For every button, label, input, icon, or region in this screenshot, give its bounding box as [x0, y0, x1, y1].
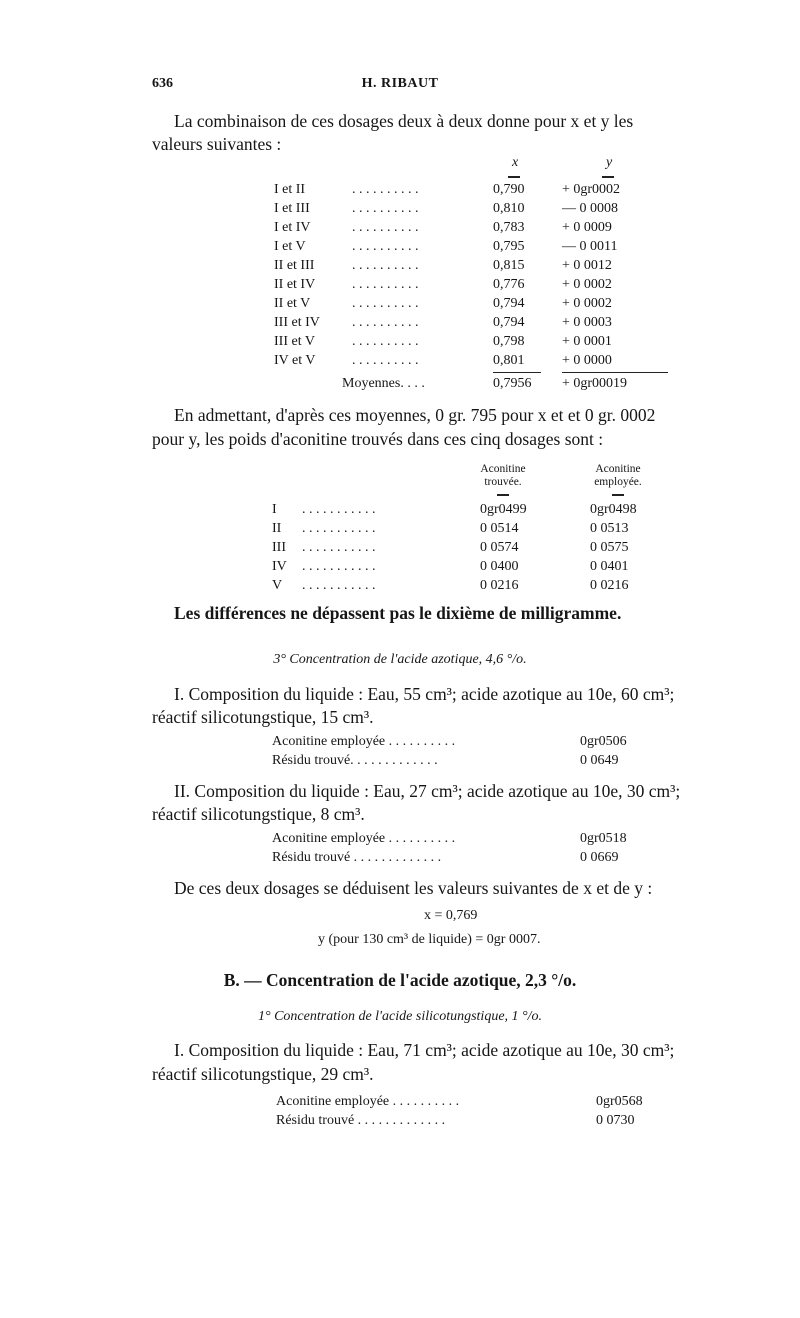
dot-leader: . . . . . . . . . . [352, 296, 419, 311]
row-x-value: 0,790 [493, 182, 525, 197]
dot-leader: . . . . . . . . . . . [302, 521, 376, 536]
row-used-value: 0 0216 [590, 578, 629, 593]
row-label: III et V [274, 334, 315, 349]
dot-leader: . . . . . . . . . . . [302, 559, 376, 574]
table-row [0, 559, 800, 578]
row-y-value: — 0 0008 [562, 201, 618, 216]
exp2-line-2: réactif silicotungstique, 8 cm³. [152, 804, 365, 824]
dot-leader: . . . . . . . . . . [352, 315, 419, 330]
table-row [0, 220, 800, 239]
row-label: I [272, 502, 277, 517]
exp2-r1-label: Aconitine employée . . . . . . . . . . [272, 831, 456, 846]
col-x-rule [508, 176, 520, 178]
mean-y: + 0gr00019 [562, 376, 628, 391]
row-y-value: + 0 0012 [562, 258, 612, 273]
row-label: I et II [274, 182, 306, 197]
exp1-line-2: réactif silicotungstique, 15 cm³. [152, 707, 374, 727]
table-row [0, 258, 800, 277]
exp2-row-employee [0, 831, 800, 850]
table-row [0, 239, 800, 258]
table-row [0, 182, 800, 201]
exp3-line-2: réactif silicotungstique, 29 cm³. [152, 1064, 374, 1084]
col-used-header [578, 463, 658, 489]
row-x-value: 0,794 [493, 315, 525, 330]
result-x: x = 0,769 [424, 908, 478, 923]
exp1-r2-value: 0 0649 [580, 753, 619, 768]
result-y: y (pour 130 cm³ de liquide) = 0gr 0007. [318, 932, 541, 947]
col-y-rule [602, 176, 614, 178]
table-row [0, 201, 800, 220]
row-y-value: + 0 0002 [562, 277, 612, 292]
row-label: II et IV [274, 277, 316, 292]
exp1-r1-value: 0gr0506 [580, 734, 627, 749]
table-row [0, 521, 800, 540]
exp1-row-residue [0, 753, 800, 772]
dot-leader: . . . . . . . . . . [352, 277, 419, 292]
col-y-header: y [606, 155, 613, 170]
table-row-mean [0, 376, 800, 395]
exp3-row-residue [0, 1113, 800, 1132]
col-x-header: x [512, 155, 519, 170]
page-number: 636 [152, 76, 173, 91]
exp3-row-employee [0, 1094, 800, 1113]
row-label: IV [272, 559, 287, 574]
exp1-r2-label: Résidu trouvé. . . . . . . . . . . . . [272, 753, 438, 768]
row-y-value: + 0 0000 [562, 353, 612, 368]
row-found-value: 0 0574 [480, 540, 519, 555]
exp1-row-employee [0, 734, 800, 753]
dot-leader: . . . . . . . . . . . [302, 502, 376, 517]
col-used-header-1: Aconitine [595, 463, 641, 475]
row-label: III [272, 540, 286, 555]
subheading-2: 1° Concentration de l'acide silicotungstique, 1 °/o. [257, 1009, 543, 1024]
intro-line-2: valeurs suivantes : [152, 134, 282, 154]
col-used-rule [612, 494, 624, 496]
row-label: II [272, 521, 282, 536]
table-row [0, 296, 800, 315]
table-row [0, 277, 800, 296]
dot-leader: . . . . . . . . . . [352, 353, 419, 368]
row-x-value: 0,801 [493, 353, 525, 368]
row-x-value: 0,776 [493, 277, 525, 292]
row-label: III et IV [274, 315, 320, 330]
exp2-r1-value: 0gr0518 [580, 831, 627, 846]
dot-leader: . . . . . . . . . . [352, 239, 419, 254]
row-found-value: 0 0216 [480, 578, 519, 593]
sum-rule-x [493, 372, 541, 373]
exp3-r1-label: Aconitine employée . . . . . . . . . . [276, 1094, 460, 1109]
row-x-value: 0,815 [493, 258, 525, 273]
mean-label: Moyennes. . . . [342, 376, 425, 391]
row-used-value: 0gr0498 [590, 502, 637, 517]
col-found-header-2: trouvée. [484, 476, 522, 488]
col-found-header [468, 463, 538, 489]
row-found-value: 0 0400 [480, 559, 519, 574]
row-x-value: 0,794 [493, 296, 525, 311]
row-y-value: — 0 0011 [562, 239, 618, 254]
dot-leader: . . . . . . . . . . . [302, 578, 376, 593]
row-y-value: + 0 0009 [562, 220, 612, 235]
para2-line-1: En admettant, d'après ces moyennes, 0 gr. 795 pour x et et 0 gr. 0002 [174, 405, 656, 425]
exp2-line-1: II. Composition du liquide : Eau, 27 cm³; acide azotique au 10e, 30 cm³; [174, 781, 681, 801]
table-row [0, 334, 800, 353]
section-b-heading: B. — Concentration de l'acide azotique, 2,3 °/o. [223, 970, 577, 990]
exp3-r2-label: Résidu trouvé . . . . . . . . . . . . . [276, 1113, 446, 1128]
row-x-value: 0,810 [493, 201, 525, 216]
row-label: I et V [274, 239, 306, 254]
exp3-r1-value: 0gr0568 [596, 1094, 643, 1109]
row-x-value: 0,795 [493, 239, 525, 254]
exp1-line-1: I. Composition du liquide : Eau, 55 cm³; acide azotique au 10e, 60 cm³; [174, 684, 675, 704]
row-x-value: 0,798 [493, 334, 525, 349]
dot-leader: . . . . . . . . . . . [302, 540, 376, 555]
table-row [0, 578, 800, 597]
row-label: I et IV [274, 220, 311, 235]
row-used-value: 0 0575 [590, 540, 629, 555]
dot-leader: . . . . . . . . . . [352, 258, 419, 273]
intro-line-1: La combinaison de ces dosages deux à deux donne pour x et y les [174, 111, 634, 131]
exp2-r2-value: 0 0669 [580, 850, 619, 865]
col-found-rule [497, 494, 509, 496]
row-used-value: 0 0401 [590, 559, 629, 574]
sum-rule-y [562, 372, 668, 373]
exp3-r2-value: 0 0730 [596, 1113, 635, 1128]
exp2-row-residue [0, 850, 800, 869]
row-label: V [272, 578, 283, 593]
running-title: H. RIBAUT [361, 76, 439, 91]
dot-leader: . . . . . . . . . . [352, 334, 419, 349]
row-found-value: 0gr0499 [480, 502, 527, 517]
col-used-header-2: employée. [594, 476, 642, 488]
dot-leader: . . . . . . . . . . [352, 201, 419, 216]
dot-leader: . . . . . . . . . . [352, 182, 419, 197]
table-row [0, 353, 800, 372]
row-y-value: + 0 0002 [562, 296, 612, 311]
subheading-1: 3° Concentration de l'acide azotique, 4,6 °/o. [273, 652, 527, 667]
row-y-value: + 0 0003 [562, 315, 612, 330]
table-row [0, 540, 800, 559]
row-label: IV et V [274, 353, 316, 368]
exp3-line-1: I. Composition du liquide : Eau, 71 cm³; acide azotique au 10e, 30 cm³; [174, 1040, 675, 1060]
table-row [0, 502, 800, 521]
row-y-value: + 0 0001 [562, 334, 612, 349]
para3: Les différences ne dépassent pas le dixième de milligramme. [174, 603, 622, 623]
para2-line-2: pour y, les poids d'aconitine trouvés dans ces cinq dosages sont : [152, 429, 604, 449]
row-label: II et III [274, 258, 315, 273]
row-label: I et III [274, 201, 310, 216]
row-found-value: 0 0514 [480, 521, 519, 536]
col-found-header-1: Aconitine [480, 463, 526, 475]
row-label: II et V [274, 296, 311, 311]
row-x-value: 0,783 [493, 220, 525, 235]
exp1-r1-label: Aconitine employée . . . . . . . . . . [272, 734, 456, 749]
exp2-r2-label: Résidu trouvé . . . . . . . . . . . . . [272, 850, 442, 865]
mean-x: 0,7956 [493, 376, 532, 391]
dot-leader: . . . . . . . . . . [352, 220, 419, 235]
row-used-value: 0 0513 [590, 521, 629, 536]
para4: De ces deux dosages se déduisent les valeurs suivantes de x et de y : [174, 878, 653, 898]
row-y-value: + 0gr0002 [562, 182, 621, 197]
table-row [0, 315, 800, 334]
